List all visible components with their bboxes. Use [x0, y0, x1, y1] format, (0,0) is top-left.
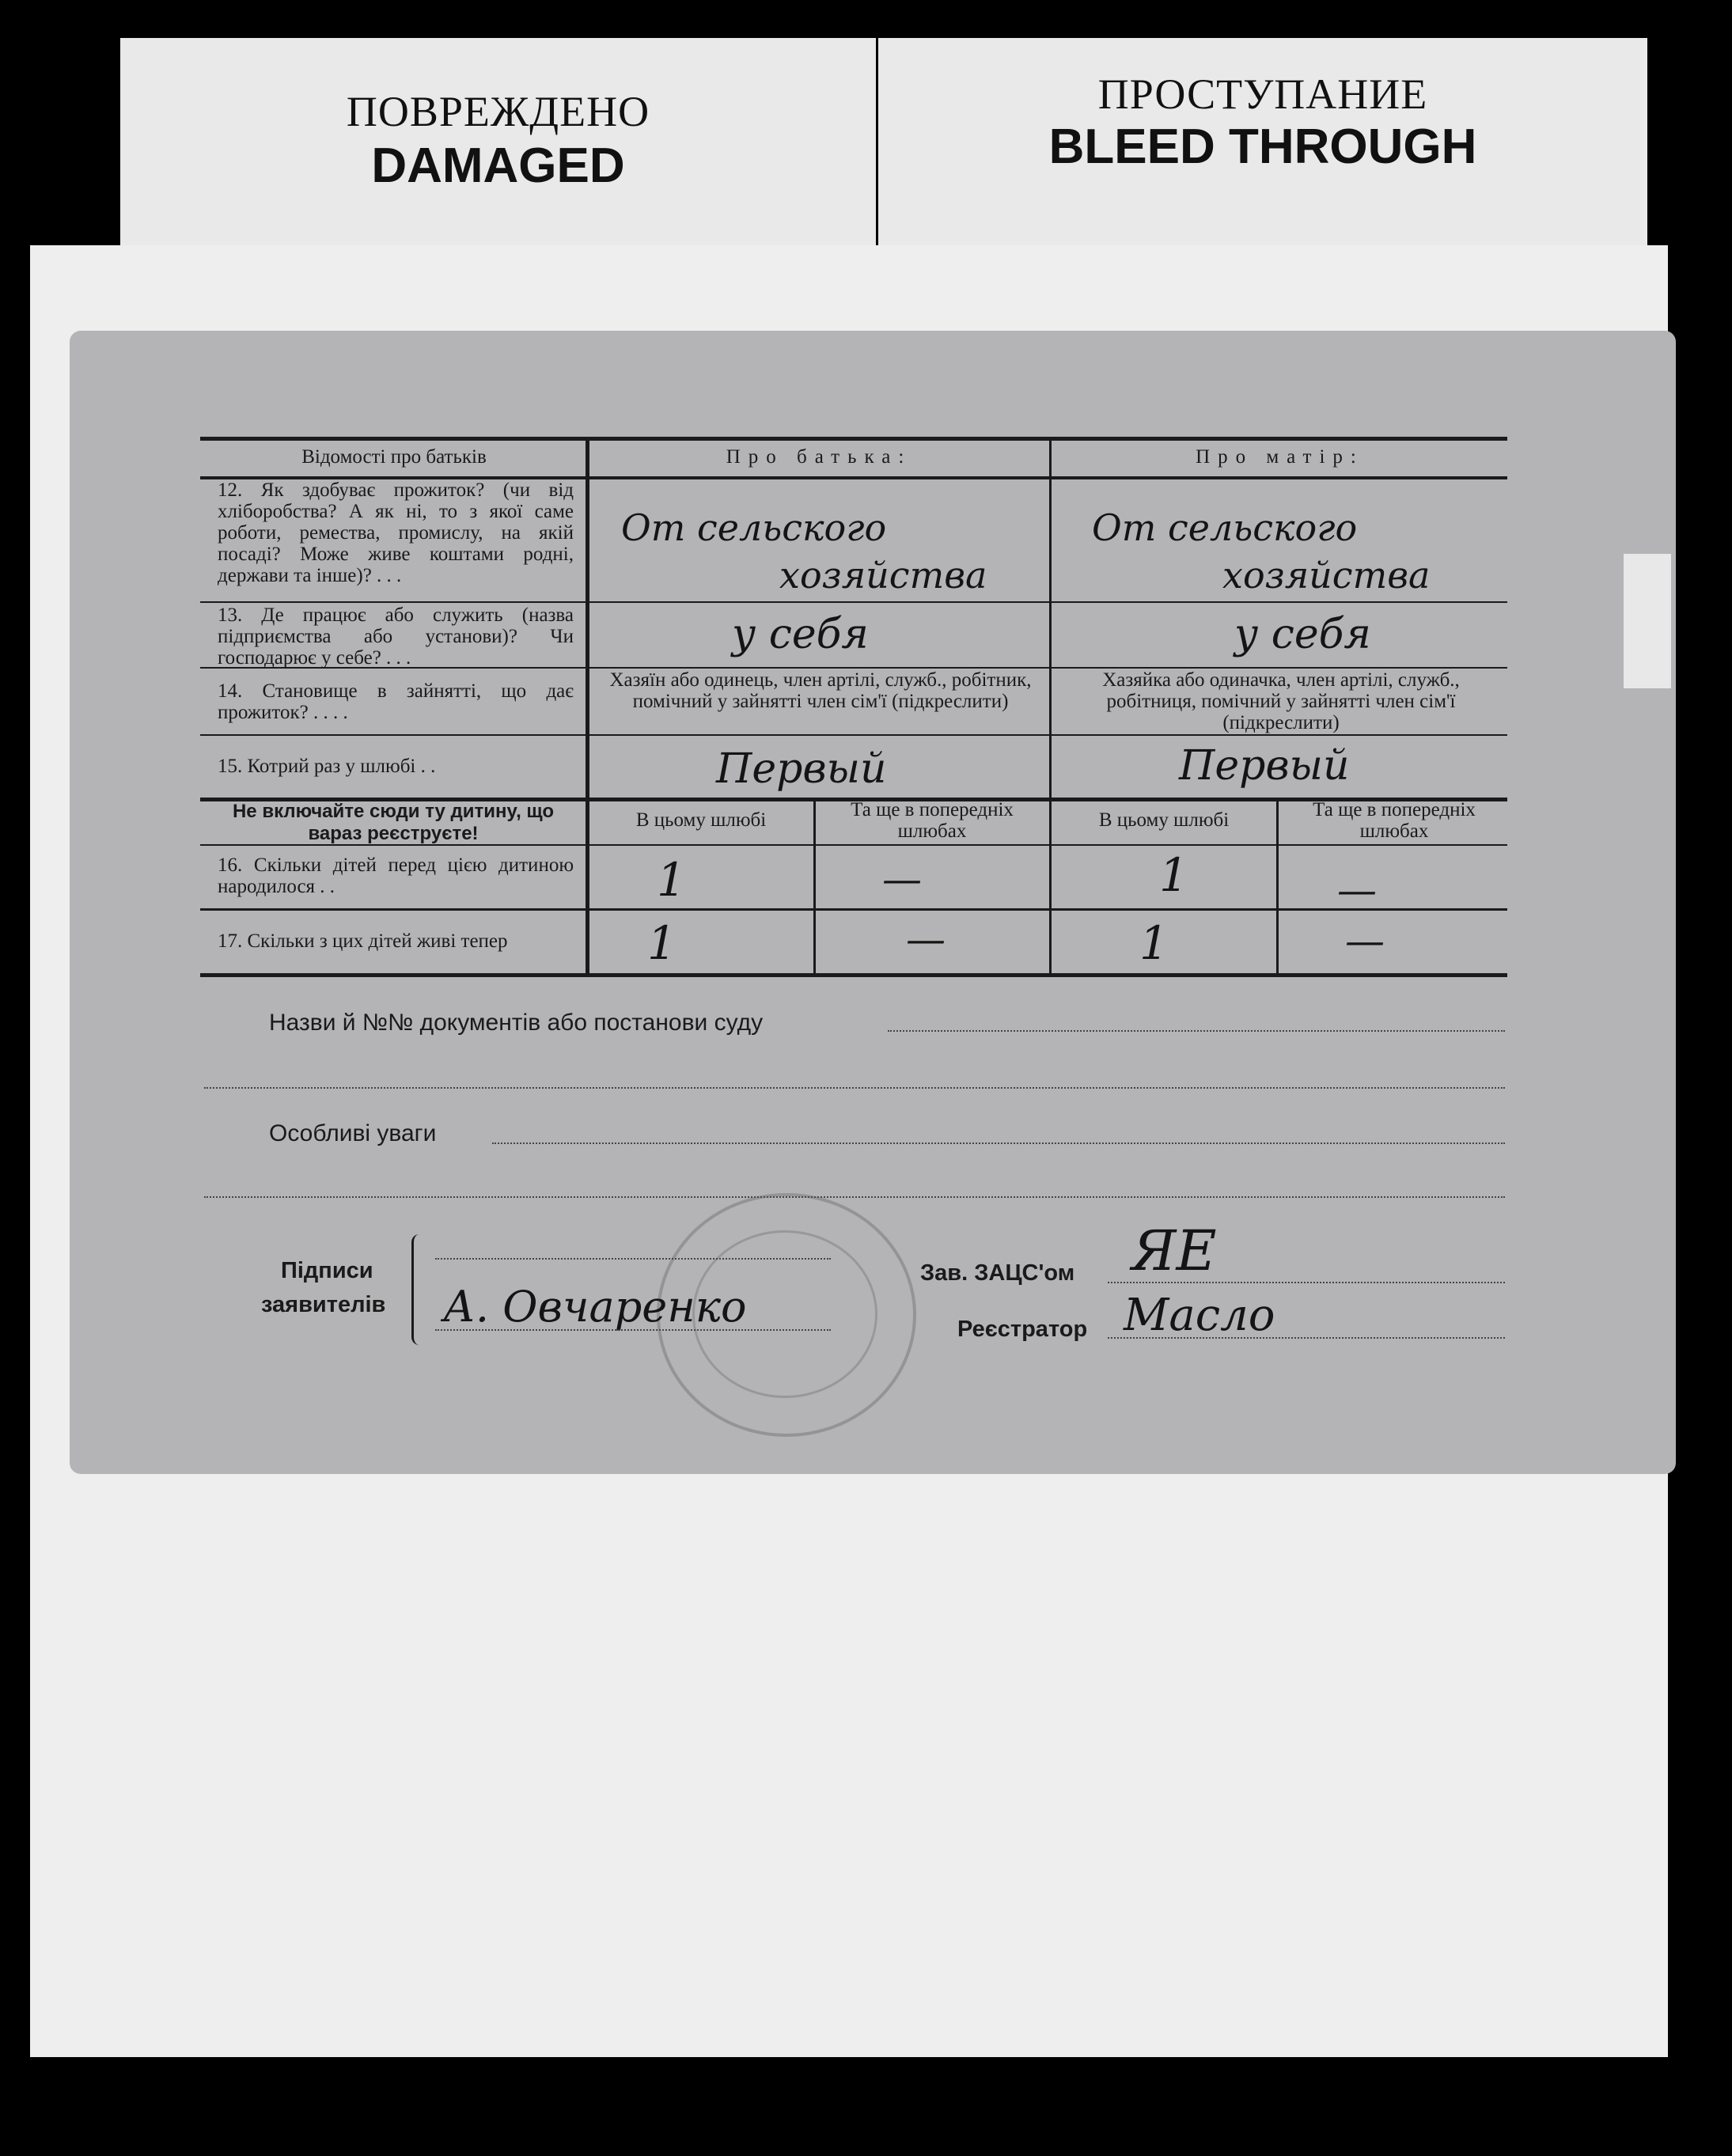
note-exclude-child: Не включайте сюди ту дитину, що вараз реєструєте! [232, 801, 555, 844]
father-prev-marriage-header: Та ще в попередніх шлюбах [851, 799, 1014, 842]
q12-father-answer-line1: От сельского [621, 506, 887, 549]
table-rule-12 [200, 601, 1507, 603]
q15-father-answer: Первый [716, 745, 887, 793]
q12-mother-answer-line2: хозяйства [1222, 554, 1431, 597]
table-rule-top [200, 437, 1507, 441]
remarks-line [492, 1142, 1505, 1144]
table-col-divider-3 [813, 798, 816, 975]
signatures-label-line2: заявителів [261, 1292, 386, 1317]
q13-mother-answer: у себя [1234, 611, 1371, 658]
header-about-father: Про батька: [726, 446, 912, 468]
applicant-signature-line-1 [435, 1258, 831, 1260]
documents-line-2 [204, 1087, 1505, 1089]
q16-mother-this-answer: 1 [1159, 848, 1188, 902]
bleed-through-label-card [878, 38, 1647, 267]
documents-label: Назви й №№ документів або постанови суду [269, 1010, 764, 1036]
signatures-label-line1: Підписи [281, 1258, 373, 1283]
documents-line [888, 1030, 1505, 1032]
question-12: 12. Як здобуває прожиток? (чи від хліборобства? А як ні, то з якої саме роботи, ремества, промислу, на якій посаді? Може живе коштами родні, держави та інше)? . . . [218, 479, 574, 586]
q13-father-answer: у себя [732, 611, 869, 658]
registrar-signature: Масло [1124, 1290, 1275, 1341]
damaged-label-ru: ПОВРЕЖДЕНО [346, 88, 650, 135]
q14-father-options: Хазяїн або одинець, член артілі, служб., робітник, помічний у зайнятті член сім'ї (підкреслити) [609, 669, 1032, 712]
damaged-label-card [120, 38, 876, 267]
header-parents-info: Відомості про батьків [301, 446, 487, 468]
applicant-signature: А. Овчаренко [443, 1282, 747, 1332]
table-rule-16 [200, 908, 1507, 911]
table-rule-bottom [200, 973, 1507, 977]
q14-mother-options: Хазяйка або одиначка, член артілі, служб., робітниця, помічний у зайнятті член сім'ї (підкреслити) [1102, 669, 1460, 733]
table-col-divider-4 [1276, 798, 1279, 975]
table-col-divider-1 [586, 437, 589, 975]
q16-father-this-answer: 1 [657, 853, 686, 907]
q17-mother-this-answer: 1 [1139, 916, 1169, 970]
q16-father-prev-answer: — [882, 856, 922, 902]
q12-mother-answer-line1: От сельского [1092, 506, 1358, 549]
q17-father-this-answer: 1 [647, 916, 677, 970]
head-zags-signature: ЯЕ [1131, 1218, 1217, 1283]
question-17: 17. Скільки з цих дітей живі тепер [218, 930, 508, 952]
registrar-label: Реєстратор [957, 1317, 1088, 1342]
table-col-divider-2 [1049, 437, 1052, 975]
signatures-brace [411, 1234, 428, 1345]
question-13: 13. Де працює або служить (назва підприємства або установи)? Чи господарює у себе? . . . [218, 604, 574, 669]
bleed-through-label-en: BLEED THROUGH [1048, 119, 1477, 174]
question-14: 14. Становище в зайнятті, що дає прожиток? . . . . [218, 680, 574, 723]
question-16: 16. Скільки дітей перед цією дитиною народилося . . [218, 854, 574, 897]
father-this-marriage-header: В цьому шлюбі [635, 809, 767, 831]
q16-mother-prev-answer: — [1337, 867, 1377, 913]
question-15: 15. Котрий раз у шлюбі . . [218, 756, 436, 777]
table-rule-14 [200, 734, 1507, 736]
mother-this-marriage-header: В цьому шлюбі [1098, 809, 1230, 831]
header-about-mother: Про матір: [1196, 446, 1364, 468]
applicant-signature-line-2 [435, 1329, 831, 1331]
q15-mother-answer: Первый [1179, 742, 1350, 790]
damaged-label-en: DAMAGED [371, 138, 625, 193]
q17-mother-prev-answer: — [1345, 918, 1385, 964]
q12-father-answer-line2: хозяйства [779, 554, 987, 597]
head-zags-label: Зав. ЗАЦС'ом [920, 1260, 1075, 1286]
form-tab [1624, 554, 1671, 688]
mother-prev-marriage-header: Та ще в попередніх шлюбах [1313, 799, 1476, 842]
remarks-label: Особливі уваги [269, 1120, 437, 1146]
remarks-line-2 [204, 1196, 1505, 1198]
bleed-through-label-ru: ПРОСТУПАНИЕ [1097, 70, 1428, 118]
q17-father-prev-answer: — [906, 916, 946, 962]
